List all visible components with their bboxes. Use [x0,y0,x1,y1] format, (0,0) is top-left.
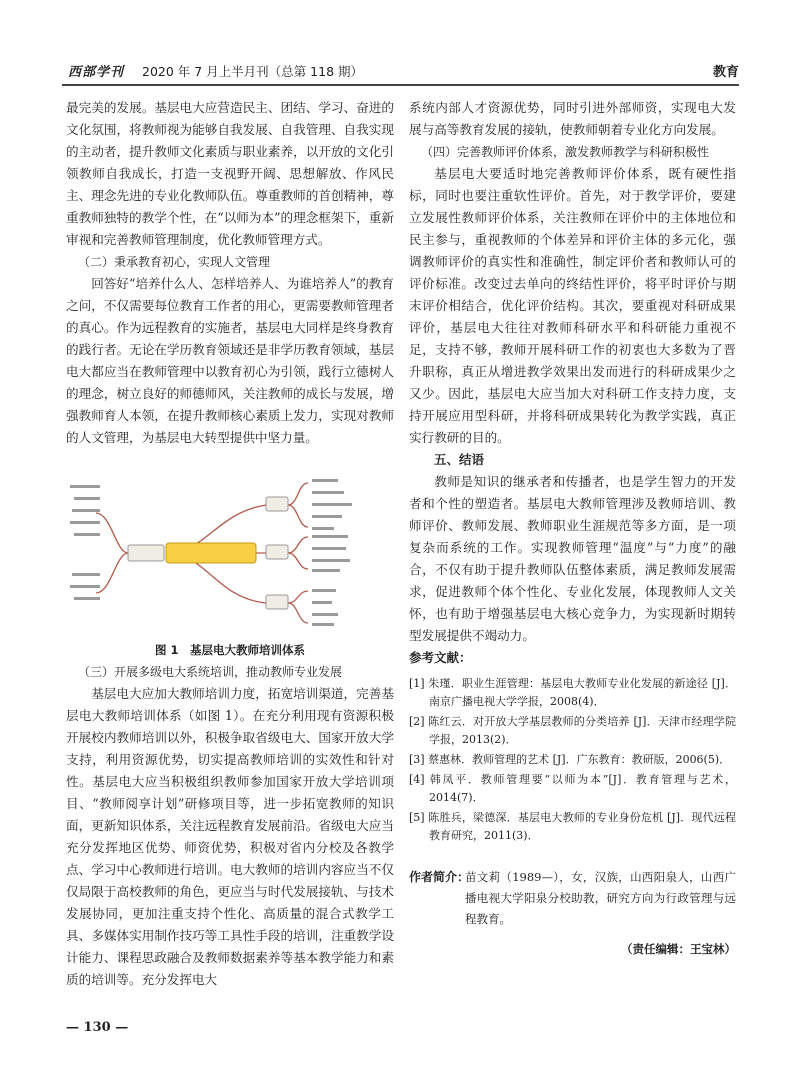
paragraph: 基层电大应加大教师培训力度，拓宽培训渠道，完善基层电大教师培训体系（如图 1）。在充分利用现有资源积极开展校内教师培训以外，积极争取省级电大、国家开放大学支持，利用资源优势，切实提高教师培训的实效性和针对性。基层电大应当积极组织教师参加国家开放大学培训项目、“教师阅享计划”研修项目等，进一步拓宽教师的知识面，更新知识体系，关注远程教育发展前沿。省级电大应当充分发挥地区优势、师资优势，积极对省内分校及各教学点、学习中心教师进行培训。电大教师的培训内容应当不仅仅局限于高校教师的角色，更应当与时代发展接轨、与技术发展协同，更加注重支持个性化、高质量的混合式教学工具、多媒体实用制作技巧等工具性手段的培训，注重教学设计能力、课程思政融合及教师数据素养等基本教学能力和素质的培训等。充分发挥电大 [66,686,394,987]
reference-item: [2] 陈红云．对开放大学基层教师的分类培养 [J]．天津市经理学院学报，2013(2)． [409,715,736,746]
journal-logo: 西部学刊 [68,65,125,80]
right-column [409,97,736,960]
page-number: — 130 — [66,1020,129,1035]
figure-caption: 图 1 基层电大教师培训体系 [154,643,305,657]
author-label: 作者简介： [409,870,470,884]
page-header [62,58,739,84]
mindmap-graphic [66,473,394,633]
subheading: （二）秉承教育初心，实现人文管理 [78,255,271,269]
subheading: （三）开展多级电大系统培训，推动教师专业发展 [78,665,343,679]
paragraph: 系统内部人才资源优势，同时引进外部师资，实现电大发展与高等教育发展的接轨，使教师朝着专业化方向发展。 [409,100,736,137]
reference-item: [3] 蔡惠林．教师管理的艺术 [J]．广东教育：教研版，2006(5)． [409,753,731,766]
subheading: （四）完善教师评价体系，激发教师教学与科研积极性 [421,145,710,159]
reference-item: [4] 韩凤平．教师管理要“以师为本”[J]．教育管理与艺术，2014(7)． [409,773,736,804]
author-text: 苗文莉（1989—），女，汉族，山西阳泉人，山西广播电视大学阳泉分校助教，研究方向为行政管理与远程教育。 [465,870,736,926]
references-list [409,675,736,845]
reference-item: [1] 朱瑾．职业生涯管理：基层电大教师专业化发展的新途径 [J]．南京广播电视大学学报，2008(4)． [409,677,736,708]
paragraph: 教师是知识的继承者和传播者，也是学生智力的开发者和个性的塑造者。基层电大教师管理涉及教师培训、教师评价、教师发展、教师职业生涯规范等多方面，是一项复杂而系统的工作。实现教师管理“温度”与“力度”的融合，不仅有助于提升教师队伍整体素质，满足教师发展需求，促进教师个体个性化、专业化发展，体现教师人文关怀，也有助于增强基层电大核心竞争力，为实现新时期转型发展提供不竭动力。 [409,474,736,643]
reference-item: [5] 陈胜兵，梁德深．基层电大教师的专业身份危机 [J]．现代远程教育研究，2011(3)． [409,811,736,842]
editor-note: （责任编辑：王宝林） [621,942,736,956]
issue-info: 2020 年 7 月上半月刊（总第 118 期） [142,64,363,79]
references-title: 参考文献： [409,650,472,665]
paragraph: 基层电大要适时地完善教师评价体系，既有硬性指标，同时也要注重软性评价。首先，对于教学评价，要建立发展性教师评价体系，关注教师在评价中的主体地位和民主参与，重视教师的个体差异和评价主体的多元化，强调教师评价的真实性和准确性，制定评价者和教师认可的评价标准。改变过去单向的终结性评价，将平时评价与期末评价相结合，优化评价结构。其次，要重视对科研成果评价，基层电大往往对教师科研水平和科研能力重视不足，支持不够，教师开展科研工作的初衷也大多数为了晋升职称，真正从增进教学效果出发而进行的科研成果少之又少。因此，基层电大应当加大对科研工作支持力度，支持开展应用型科研，并将科研成果转化为教学实践，真正实行教研的目的。 [409,166,736,445]
header-rule [62,84,739,86]
figure-mindmap [66,473,394,633]
paragraph: 最完美的发展。基层电大应营造民主、团结、学习、奋进的文化氛围，将教师视为能够自我发展、自我管理、自我实现的主动者，提升教师文化素质与职业素养，以开放的文化引领教师自我成长，打造一支视野开阔、思想解放、作风民主、理念先进的专业化教师队伍。尊重教师的首创精神，尊重教师独特的教学个性，在“以师为本”的理念框架下，重新审视和完善教师管理制度，优化教师管理方式。 [66,100,394,247]
section-label: 教育 [712,65,739,80]
section-heading: 五、结语 [434,452,485,467]
author-bio [409,867,736,930]
left-column [66,97,394,991]
paragraph: 回答好“培养什么人、怎样培养人、为谁培养人”的教育之问，不仅需要每位教育工作者的用心，更需要教师管理者的真心。作为远程教育的实施者，基层电大同样是终身教育的践行者。无论在学历教育领域还是非学历教育领域，基层电大都应当在教师管理中以教育初心为引领，践行立德树人的理念，树立良好的师德师风，关注教师的成长与发展，增强教师育人本领，在提升教师核心素质上发力，实现对教师的人文管理，为基层电大转型提供中坚力量。 [66,276,394,445]
